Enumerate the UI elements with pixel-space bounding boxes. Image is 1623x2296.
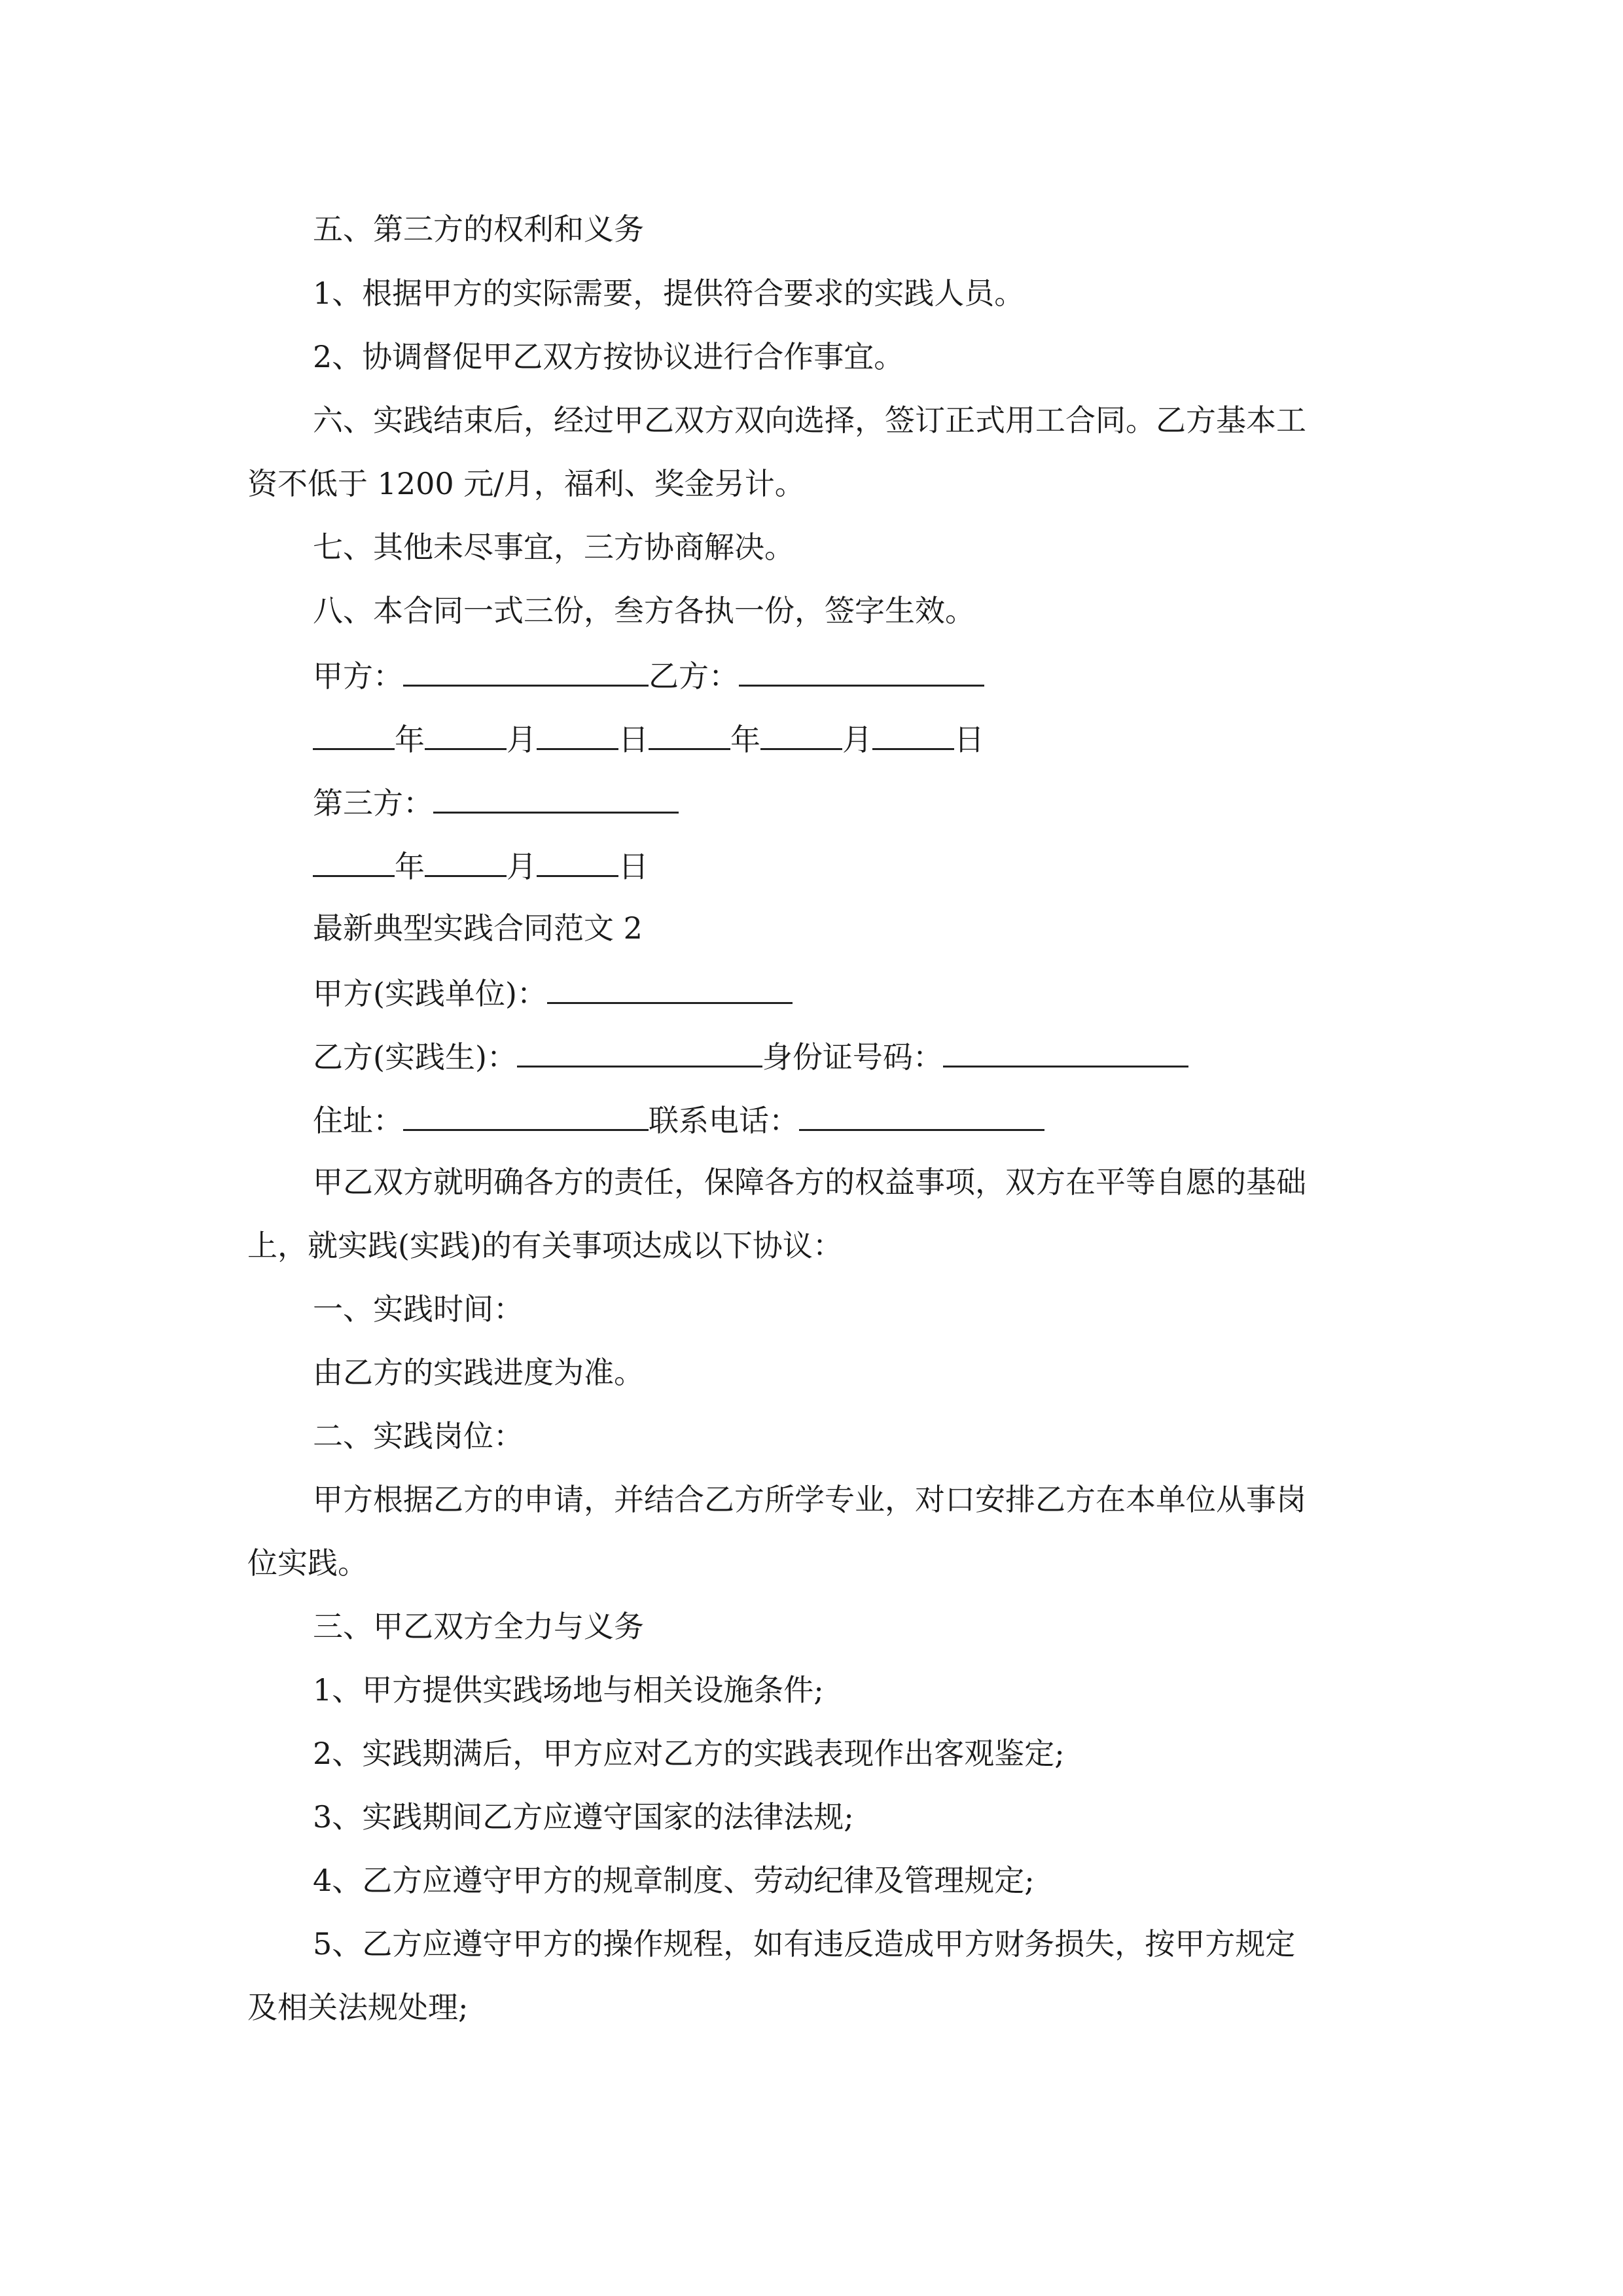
- day-blank[interactable]: [537, 845, 618, 877]
- id-number-label: 身份证号码：: [762, 1039, 943, 1075]
- clause-5-2: 2、协调督促甲乙双方按协议进行合作事宜。: [313, 339, 904, 374]
- party-a-label: 甲方：: [313, 658, 403, 694]
- clause-3-5-line1: 5、乙方应遵守甲方的操作规程，如有违反造成甲方财务损失，按甲方规定: [313, 1926, 1296, 1962]
- signature-date-row: [313, 718, 984, 759]
- section-1-heading: 一、实践时间：: [313, 1291, 524, 1327]
- clause-5-1: 1、根据甲方的实际需要，提供符合要求的实践人员。: [313, 276, 1025, 311]
- month-label: 月: [507, 722, 537, 757]
- address-phone-row: [313, 1099, 1044, 1140]
- month-blank[interactable]: [760, 718, 842, 750]
- section-7: 七、其他未尽事宜，三方协商解决。: [313, 529, 794, 565]
- third-party-blank[interactable]: [433, 781, 679, 814]
- month-label: 月: [507, 849, 537, 884]
- year-blank[interactable]: [649, 718, 730, 750]
- id-number-blank[interactable]: [943, 1035, 1188, 1067]
- day-blank[interactable]: [537, 718, 618, 750]
- clause-3-1: 1、甲方提供实践场地与相关设施条件;: [313, 1672, 824, 1708]
- day-blank[interactable]: [872, 718, 954, 750]
- party-a-unit-row: [313, 972, 793, 1013]
- year-label: 年: [395, 722, 425, 757]
- month-blank[interactable]: [425, 845, 507, 877]
- preamble-line1: 甲乙双方就明确各方的责任，保障各方的权益事项，双方在平等自愿的基础: [313, 1164, 1306, 1200]
- month-label: 月: [842, 722, 872, 757]
- clause-3-2: 2、实践期满后，甲方应对乙方的实践表现作出客观鉴定;: [313, 1736, 1065, 1771]
- party-b-blank[interactable]: [739, 655, 984, 687]
- address-blank[interactable]: [403, 1099, 649, 1131]
- clause-3-4: 4、乙方应遵守甲方的规章制度、劳动纪律及管理规定;: [313, 1863, 1035, 1898]
- clause-3-3: 3、实践期间乙方应遵守国家的法律法规;: [313, 1799, 854, 1835]
- preamble-line2: 上，就实践(实践)的有关事项达成以下协议：: [247, 1228, 843, 1263]
- section-6-line1: 六、实践结束后，经过甲乙双方双向选择，签订正式用工合同。乙方基本工: [313, 403, 1306, 438]
- day-label: 日: [618, 722, 649, 757]
- template-2-title: 最新典型实践合同范文 2: [313, 910, 643, 946]
- party-a-unit-blank[interactable]: [547, 972, 793, 1004]
- day-label: 日: [618, 849, 649, 884]
- section-2-body-line2: 位实践。: [247, 1545, 368, 1581]
- party-b-label: 乙方：: [649, 658, 739, 694]
- signature-party-row: [313, 655, 984, 696]
- section-1-body: 由乙方的实践进度为准。: [313, 1355, 644, 1390]
- year-blank[interactable]: [313, 845, 395, 877]
- party-a-blank[interactable]: [403, 655, 649, 687]
- section-8: 八、本合同一式三份，叁方各执一份，签字生效。: [313, 593, 975, 628]
- day-label: 日: [954, 722, 984, 757]
- clause-3-5-line2: 及相关法规处理;: [247, 1990, 469, 2025]
- party-a-unit-label: 甲方(实践单位)：: [313, 976, 547, 1011]
- party-b-student-label: 乙方(实践生)：: [313, 1039, 517, 1075]
- third-party-label: 第三方：: [313, 785, 433, 821]
- signature-third-date-row: [313, 845, 649, 886]
- address-label: 住址：: [313, 1103, 403, 1138]
- phone-label: 联系电话：: [649, 1103, 799, 1138]
- section-3-heading: 三、甲乙双方全力与义务: [313, 1609, 644, 1644]
- section-2-body-line1: 甲方根据乙方的申请，并结合乙方所学专业，对口安排乙方在本单位从事岗: [313, 1482, 1306, 1517]
- party-b-student-blank[interactable]: [517, 1035, 762, 1067]
- year-blank[interactable]: [313, 718, 395, 750]
- year-label: 年: [730, 722, 760, 757]
- party-b-student-row: [313, 1035, 1188, 1077]
- section-2-heading: 二、实践岗位：: [313, 1418, 524, 1454]
- phone-blank[interactable]: [799, 1099, 1044, 1131]
- signature-third-party-row: [313, 781, 679, 823]
- section-6-line2: 资不低于 1200 元/月，福利、奖金另计。: [247, 466, 805, 501]
- month-blank[interactable]: [425, 718, 507, 750]
- section-5-heading: 五、第三方的权利和义务: [313, 211, 644, 247]
- year-label: 年: [395, 849, 425, 884]
